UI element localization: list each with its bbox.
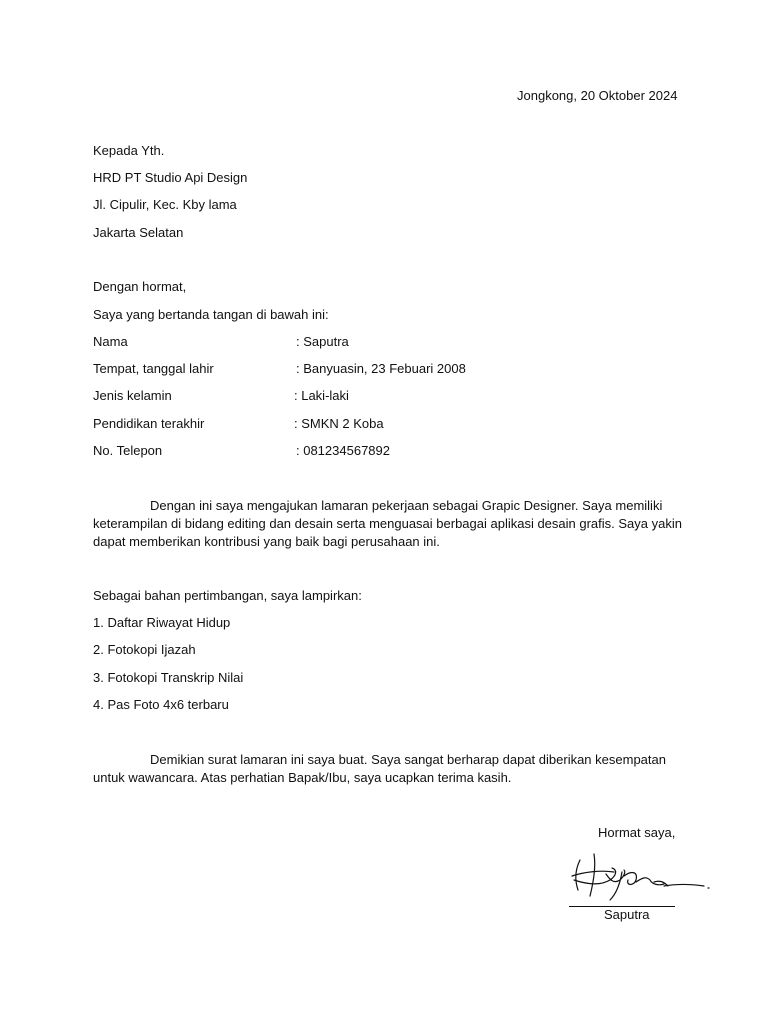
recipient-city: Jakarta Selatan [93,225,184,240]
detail-label-education: Pendidikan terakhir [93,416,205,431]
detail-label-phone: No. Telepon [93,443,163,458]
detail-value-birth: : Banyuasin, 23 Febuari 2008 [296,361,466,376]
attachment-item: 4. Pas Foto 4x6 terbaru [93,697,229,712]
recipient-street: Jl. Cipulir, Kec. Kby lama [93,197,237,212]
place-date: Jongkong, 20 Oktober 2024 [517,88,678,103]
closing-paragraph-text: Demikian surat lamaran ini saya buat. Saya sangat berharap dapat diberikan kesempatan untuk wawancara. Atas perhatian Bapak/Ibu, saya ucapkan terima kasih. [93,752,666,785]
signer-name: Saputra [604,907,650,922]
attachments-intro: Sebagai bahan pertimbangan, saya lampirkan: [93,588,362,603]
attachment-item: 2. Fotokopi Ijazah [93,642,196,657]
detail-value-name: : Saputra [296,334,349,349]
body-paragraph [93,497,683,551]
detail-value-phone: : 081234567892 [296,443,390,458]
sign-off: Hormat saya, [598,825,676,840]
attachment-item: 3. Fotokopi Transkrip Nilai [93,670,244,685]
intro-line: Saya yang bertanda tangan di bawah ini: [93,307,329,322]
detail-label-birth: Tempat, tanggal lahir [93,361,214,376]
signature-image [566,850,716,902]
body-paragraph-text: Dengan ini saya mengajukan lamaran pekerjaan sebagai Grapic Designer. Saya memiliki keterampilan di bidang editing dan desain serta menguasai berbagai aplikasi desain grafis. Saya yakin dapat memberikan kontribusi yang baik bagi perusahaan ini. [93,498,682,549]
detail-value-gender: : Laki-laki [294,388,349,403]
detail-label-name: Nama [93,334,128,349]
attachment-item: 1. Daftar Riwayat Hidup [93,615,231,630]
closing-paragraph [93,751,683,787]
recipient-company: HRD PT Studio Api Design [93,170,248,185]
recipient-salutation: Kepada Yth. [93,143,165,158]
detail-value-education: : SMKN 2 Koba [294,416,384,431]
greeting: Dengan hormat, [93,279,187,294]
detail-label-gender: Jenis kelamin [93,388,172,403]
